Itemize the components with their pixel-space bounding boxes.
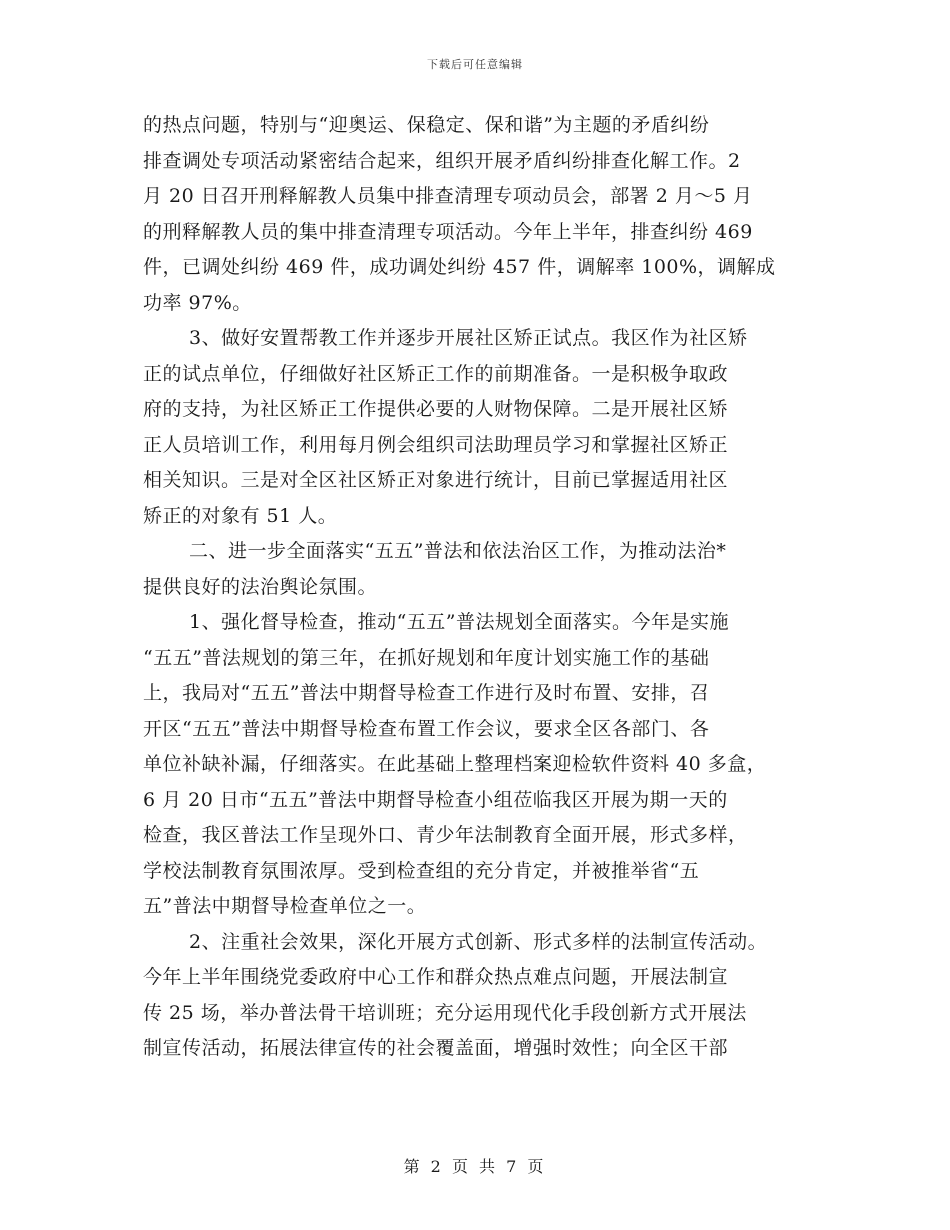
body-line: 的热点问题，特别与“迎奥运、保稳定、保和谐”为主题的矛盾纠纷 — [143, 114, 710, 136]
body-line: 今年上半年围绕党委政府中心工作和群众热点难点问题，开展法制宣 — [143, 966, 729, 988]
body-line: 相关知识。三是对全区社区矫正对象进行统计，目前已掌握适用社区 — [143, 469, 729, 491]
page-header: 下载后可任意编辑 — [427, 58, 523, 71]
page-number-footer: 第 2 页 共 7 页 — [403, 1157, 547, 1176]
body-line: “五五”普法规划的第三年，在抓好规划和年度计划实施工作的基础 — [143, 646, 710, 669]
body-line: 上，我局对“五五”普法中期督导检查工作进行及时布置、安排，召 — [143, 682, 710, 704]
body-line: 排查调处专项活动紧密结合起来，组织开展矛盾纠纷排查化解工作。2 — [143, 149, 741, 172]
body-line: 学校法制教育氛围浓厚。受到检查组的充分肯定，并被推举省“五 — [143, 859, 700, 882]
body-line: 月 20 日召开刑释解教人员集中排查清理专项动员会，部署 2 月～5 月 — [143, 185, 753, 207]
body-line: 矫正的对象有 51 人。 — [143, 504, 338, 527]
body-line: 6 月 20 日市“五五”普法中期督导检查小组莅临我区开展为期一天的 — [143, 788, 728, 811]
body-line: 府的支持，为社区矫正工作提供必要的人财物保障。二是开展社区矫 — [143, 398, 729, 420]
body-line: 开区“五五”普法中期督导检查布置工作会议，要求全区各部门、各 — [143, 717, 710, 740]
paragraph-start-line: 1、强化督导检查，推动“五五”普法规划全面落实。今年是实施 — [189, 611, 730, 633]
body-line: 单位补缺补漏，仔细落实。在此基础上整理档案迎检软件资料 40 多盒， — [143, 753, 767, 775]
section-heading-line: 二、进一步全面落实“五五”普法和依法治区工作，为推动法治* — [189, 540, 727, 562]
body-line: 制宣传活动，拓展法律宣传的社会覆盖面，增强时效性；向全区干部 — [143, 1037, 729, 1059]
body-line: 功率 97%。 — [143, 291, 252, 314]
body-line: 件，已调处纠纷 469 件，成功调处纠纷 457 件，调解率 100%，调解成 — [143, 256, 776, 278]
body-line: 正的试点单位，仔细做好社区矫正工作的前期准备。一是积极争取政 — [143, 362, 729, 385]
paragraph-start-line: 2、注重社会效果，深化开展方式创新、形式多样的法制宣传活动。 — [189, 930, 768, 953]
section-heading-line: 提供良好的法治舆论氛围。 — [143, 575, 378, 598]
paragraph-start-line: 3、做好安置帮教工作并逐步开展社区矫正试点。我区作为社区矫 — [189, 327, 748, 349]
body-line: 传 25 场，举办普法骨干培训班；充分运用现代化手段创新方式开展法 — [143, 1001, 747, 1024]
document-body — [143, 108, 823, 1067]
body-line: 的刑释解教人员的集中排查清理专项活动。今年上半年，排查纠纷 469 — [143, 220, 753, 243]
body-line: 正人员培训工作，利用每月例会组织司法助理员学习和掌握社区矫正 — [143, 433, 729, 456]
body-line: 检查，我区普法工作呈现外口、青少年法制教育全面开展，形式多样， — [143, 824, 748, 846]
body-line: 五”普法中期督导检查单位之一。 — [143, 895, 427, 917]
